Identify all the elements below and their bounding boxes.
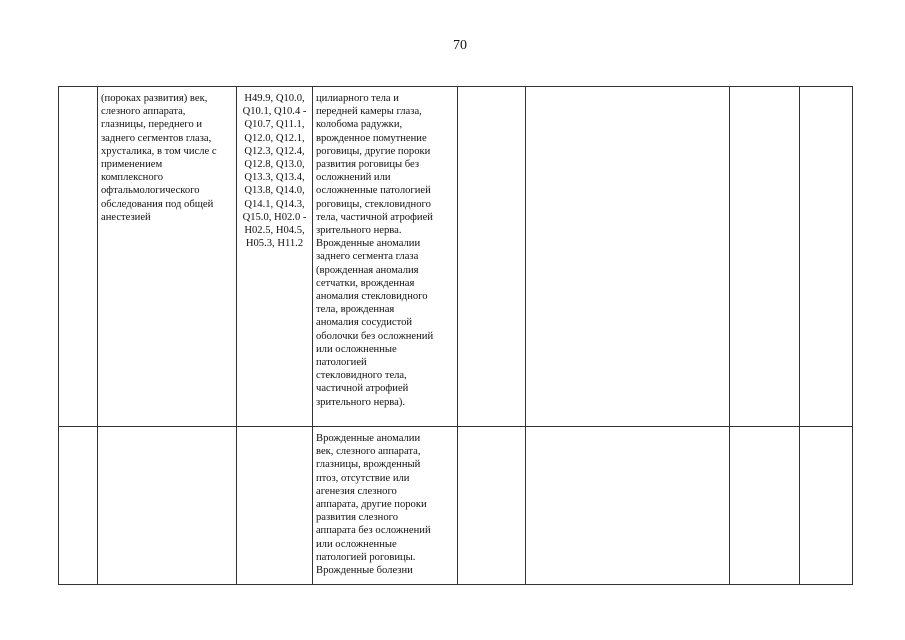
- row1-number-cell: [59, 87, 98, 427]
- row2-cell-7: [730, 427, 800, 585]
- row2-diagnosis-cell: [313, 427, 458, 585]
- profile-text: (пороках развития) век, слезного аппарата, глазницы, переднего и заднего сегментов глаза, хрусталика, в том числе с применением комплексного офтальмологического обследования под общей анестезией: [101, 93, 217, 223]
- row2-cell-5: [458, 427, 526, 585]
- row2-profile-cell: [98, 427, 237, 585]
- row1-profile-cell: [98, 87, 237, 427]
- page-number: 70: [453, 38, 467, 53]
- document-table: [58, 86, 853, 585]
- diagnosis-text: цилиарного тела и передней камеры глаза, колобома радужки, врожденное помутнение роговицы, другие пороки развития роговицы без осложнений или осложненные патологией роговицы, стекловидного тела, частичной атрофией зрительного нерва. Врожденные аномалии заднего сегмента глаза (врожденная аномалия сетчатки, врожденная аномалия стекловидного тела, врожденная аномалия сосудистой оболочки без осложнений или осложненные патологией стекловидного тела, частичной атрофией зрительного нерва).: [316, 93, 434, 408]
- diagnosis-text: Врожденные аномалии век, слезного аппарата, глазницы, врожденный птоз, отсутствие или агенезия слезного аппарата, другие пороки развития слезного аппарата без осложнений или осложненные патологией роговицы. Врожденные болезни: [316, 433, 431, 577]
- row2-cell-6: [526, 427, 730, 585]
- row2-cell-8: [800, 427, 853, 585]
- row2-icd-codes-cell: [237, 427, 313, 585]
- row1-cell-7: [730, 87, 800, 427]
- row2-number-cell: [59, 427, 98, 585]
- row1-cell-8: [800, 87, 853, 427]
- row1-diagnosis-cell: [313, 87, 458, 427]
- table-row: [59, 87, 853, 427]
- table-row: [59, 427, 853, 585]
- row1-cell-6: [526, 87, 730, 427]
- icd-codes-text: H49.9, Q10.0, Q10.1, Q10.4 - Q10.7, Q11.1, Q12.0, Q12.1, Q12.3, Q12.4, Q12.8, Q13.0, Q13.3, Q13.4, Q13.8, Q14.0, Q14.1, Q14.3, Q15.0, H02.0 - H02.5, H04.5, H05.3, H11.2: [242, 93, 307, 250]
- row1-cell-5: [458, 87, 526, 427]
- row1-icd-codes-cell: [237, 87, 313, 427]
